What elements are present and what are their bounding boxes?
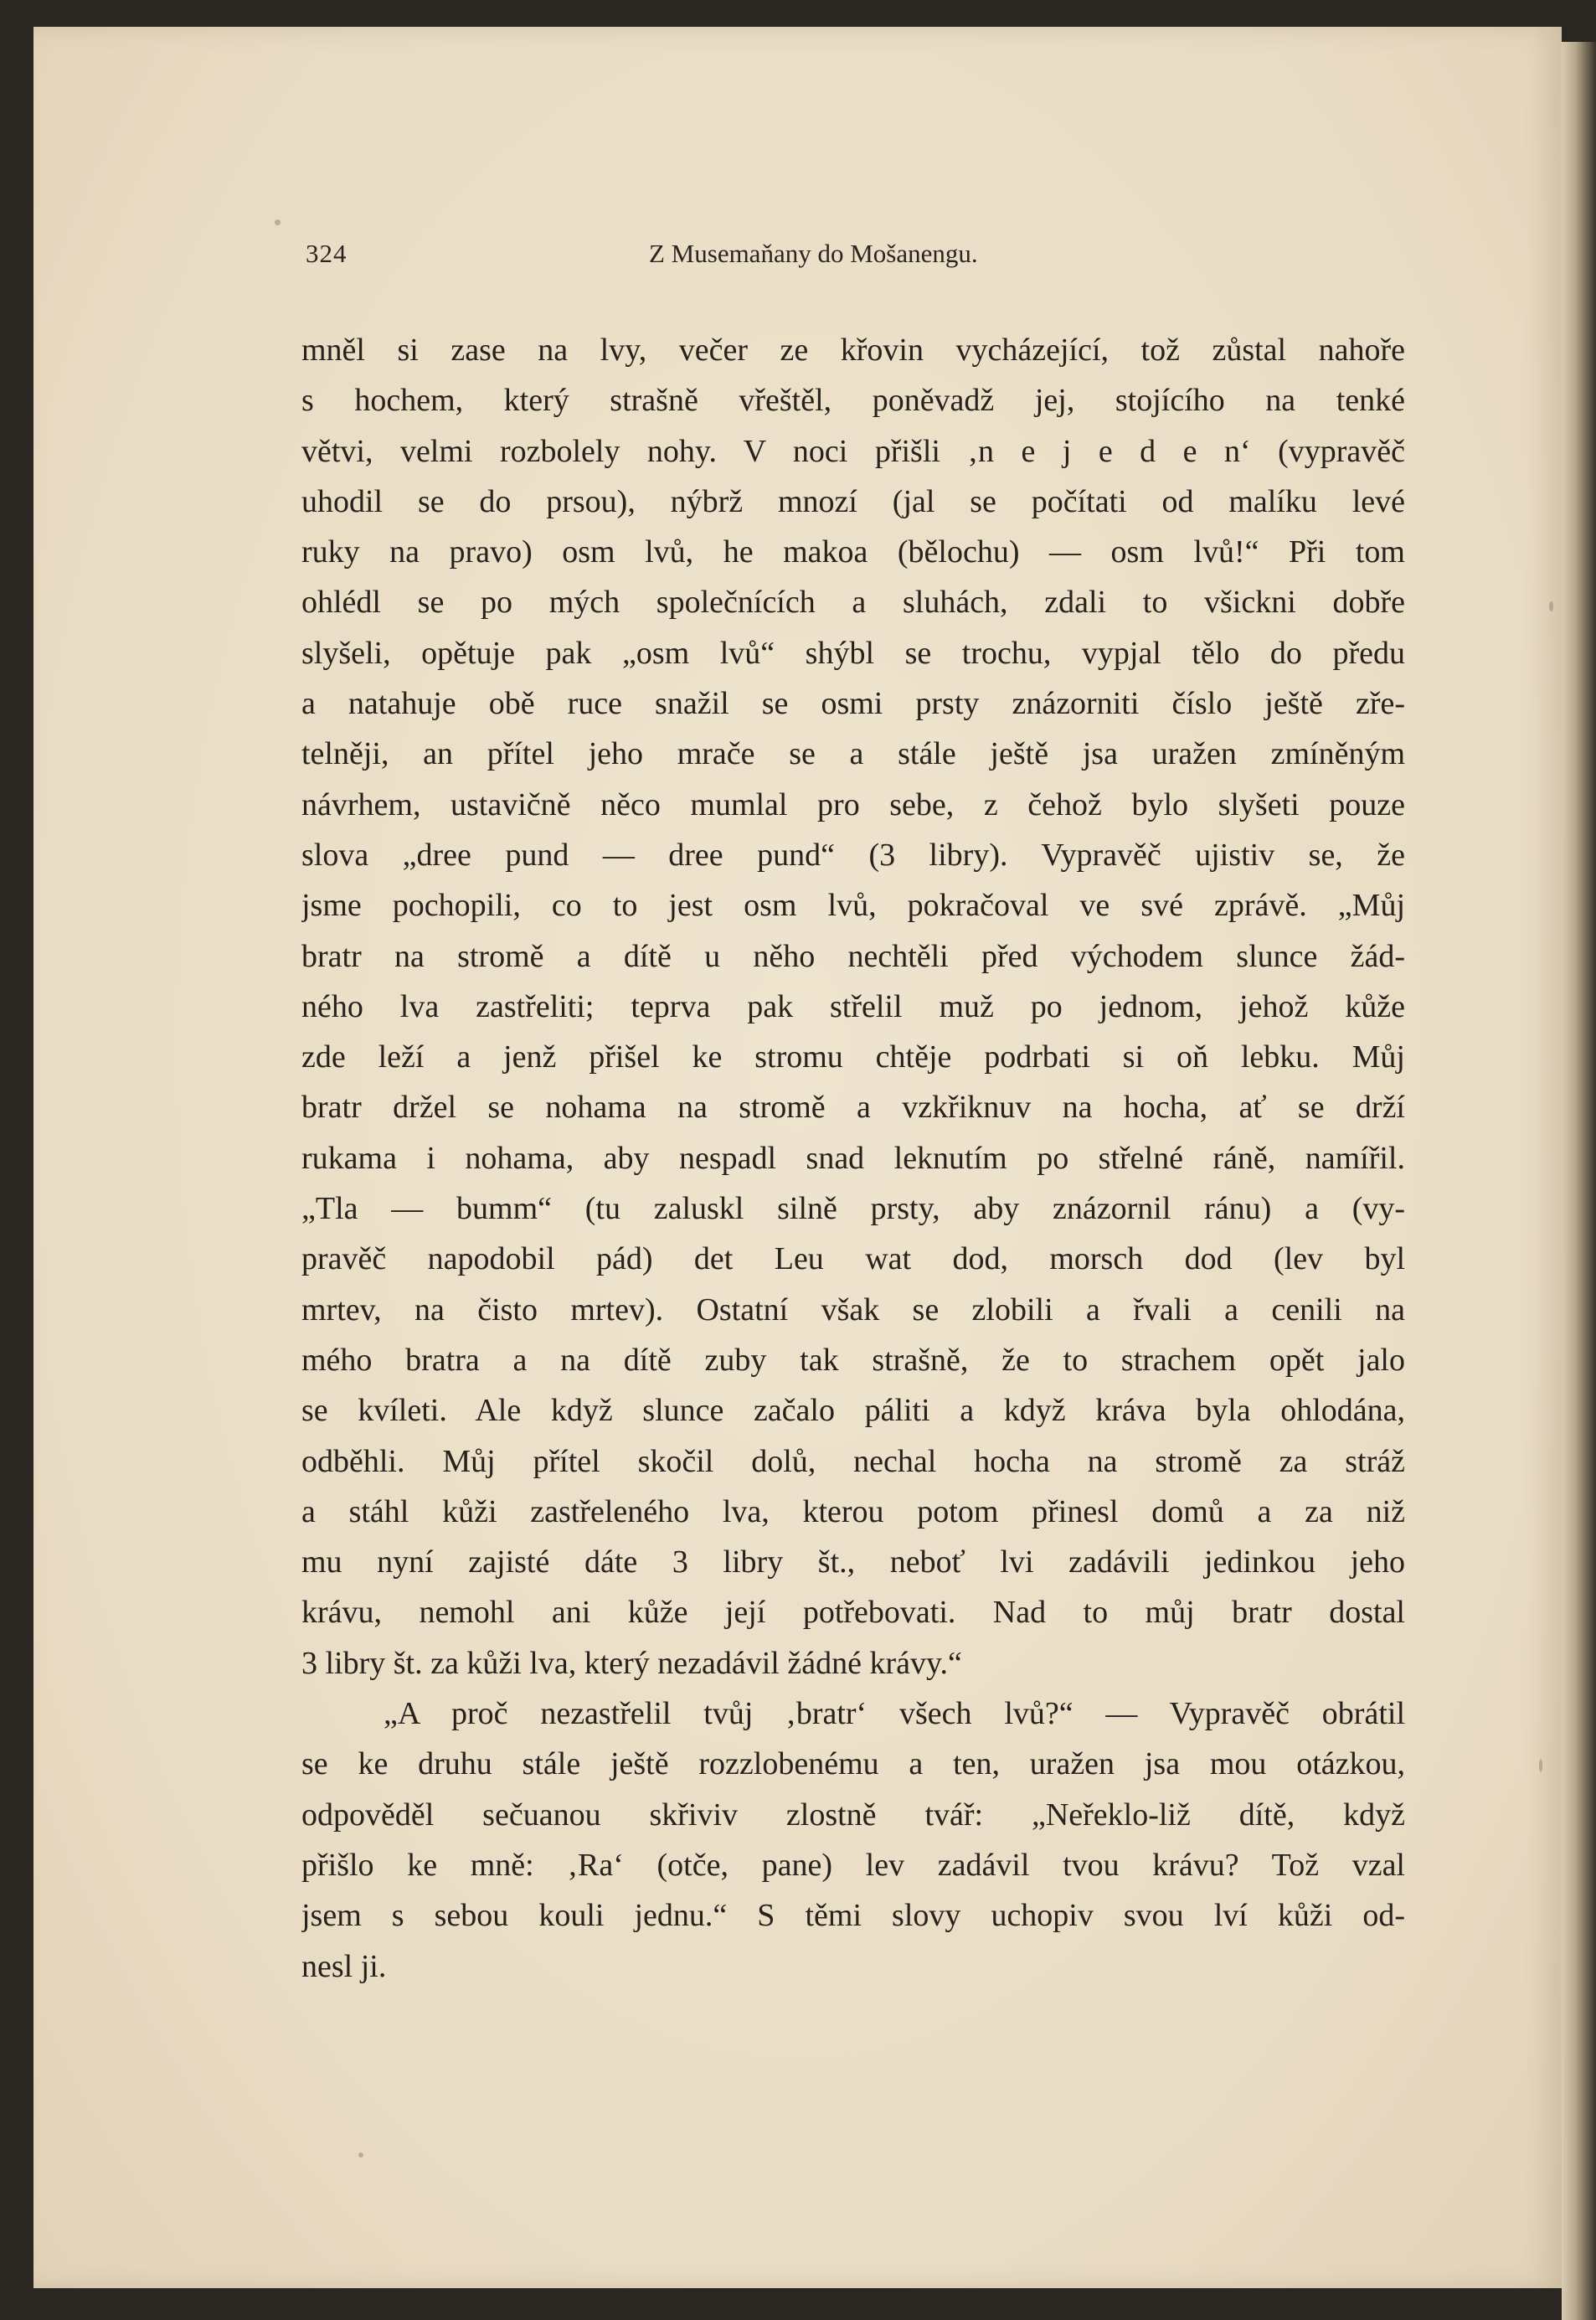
text-line: mněl si zase na lvy, večer ze křovin vycházející, tož zůstal nahoře bbox=[301, 333, 1405, 368]
text-line: uhodil se do prsou), nýbrž mnozí (jal se počítati od malíku levé bbox=[301, 483, 1405, 519]
text-line: bratr držel se nohama na stromě a vzkřiknuv na hocha, ať se drží bbox=[301, 1090, 1405, 1126]
text-line: zde leží a jenž přišel ke stromu chtěje podrbati si oň lebku. Můj bbox=[301, 1039, 1405, 1075]
page-header bbox=[306, 239, 1059, 281]
text-line: odpověděl sečuanou skřiviv zlostně tvář: „Neřeklo-liž dítě, když bbox=[301, 1797, 1405, 1833]
text-line: nesl ji. bbox=[301, 1948, 387, 1984]
text-line: 3 libry št. za kůži lva, který nezadávil žádné krávy.“ bbox=[301, 1645, 962, 1681]
text-line: slyšeli, opětuje pak „osm lvů“ shýbl se trochu, vypjal tělo do předu bbox=[301, 635, 1405, 671]
body-text bbox=[301, 325, 1405, 1992]
text-line: ného lva zastřeliti; teprva pak střelil muž po jednom, jehož kůže bbox=[301, 988, 1405, 1024]
text-line: jsem s sebou kouli jednu.“ S těmi slovy uchopiv svou lví kůži od- bbox=[301, 1898, 1405, 1934]
text-line: přišlo ke mně: ‚Ra‘ (otče, pane) lev zadávil tvou krávu? Tož vzal bbox=[301, 1847, 1405, 1883]
text-line: ruky na pravo) osm lvů, he makoa (bělochu) — osm lvů!“ Při tom bbox=[301, 534, 1405, 570]
text-line: a stáhl kůži zastřeleného lva, kterou potom přinesl domů a za niž bbox=[301, 1493, 1405, 1529]
text-line: telněji, an přítel jeho mrače se a stále ještě jsa uražen zmíněným bbox=[301, 736, 1405, 772]
running-title: Z Musemaňany do Mošanengu. bbox=[649, 239, 978, 268]
text-line: „A proč nezastřelil tvůj ‚bratr‘ všech lvů?“ — Vypravěč obrátil bbox=[384, 1696, 1405, 1732]
text-line: mu nyní zajisté dáte 3 libry št., neboť lvi zadávili jedinkou jeho bbox=[301, 1544, 1405, 1580]
text-line: větvi, velmi rozbolely nohy. V noci přišli ‚n e j e d e n‘ (vypravěč bbox=[301, 433, 1405, 469]
text-line: bratr na stromě a dítě u něho nechtěli před východem slunce žád- bbox=[301, 938, 1405, 974]
text-line: ohlédl se po mých společnících a sluhách, zdali to všickni dobře bbox=[301, 585, 1405, 621]
paper-speck bbox=[358, 2152, 363, 2158]
book-gutter-shadow bbox=[1562, 42, 1596, 2320]
paper-speck bbox=[275, 219, 281, 225]
page-number: 324 bbox=[306, 239, 348, 268]
text-line: slova „dree pund — dree pund“ (3 libry). Vypravěč ujistiv se, že bbox=[301, 837, 1405, 873]
text-line: rukama i nohama, aby nespadl snad leknutím po střelné ráně, namířil. bbox=[301, 1140, 1405, 1176]
text-line: mého bratra a na dítě zuby tak strašně, že to strachem opět jalo bbox=[301, 1342, 1405, 1378]
text-line: návrhem, ustavičně něco mumlal pro sebe, z čehož bylo slyšeti pouze bbox=[301, 786, 1405, 822]
text-line: se ke druhu stále ještě rozzlobenému a ten, uražen jsa mou otázkou, bbox=[301, 1746, 1405, 1782]
text-line: odběhli. Můj přítel skočil dolů, nechal hocha na stromě za stráž bbox=[301, 1443, 1405, 1479]
text-line: a natahuje obě ruce snažil se osmi prsty znázorniti číslo ještě zře- bbox=[301, 686, 1405, 722]
text-line: s hochem, který strašně vřeštěl, poněvadž jej, stojícího na tenké bbox=[301, 383, 1405, 419]
text-line: „Tla — bumm“ (tu zaluskl silně prsty, aby znázornil ránu) a (vy- bbox=[301, 1191, 1405, 1227]
text-line: mrtev, na čisto mrtev). Ostatní však se zlobili a řvali a cenili na bbox=[301, 1291, 1405, 1328]
paper-speck bbox=[1549, 601, 1553, 611]
paper-speck bbox=[1539, 1759, 1542, 1772]
text-line: se kvíleti. Ale když slunce začalo páliti a když kráva byla ohlodána, bbox=[301, 1393, 1405, 1429]
text-line: krávu, nemohl ani kůže její potřebovati. Nad to můj bratr dostal bbox=[301, 1595, 1405, 1631]
text-line: jsme pochopili, co to jest osm lvů, pokračoval ve své zprávě. „Můj bbox=[301, 888, 1405, 924]
text-line: pravěč napodobil pád) det Leu wat dod, morsch dod (lev byl bbox=[301, 1241, 1405, 1277]
